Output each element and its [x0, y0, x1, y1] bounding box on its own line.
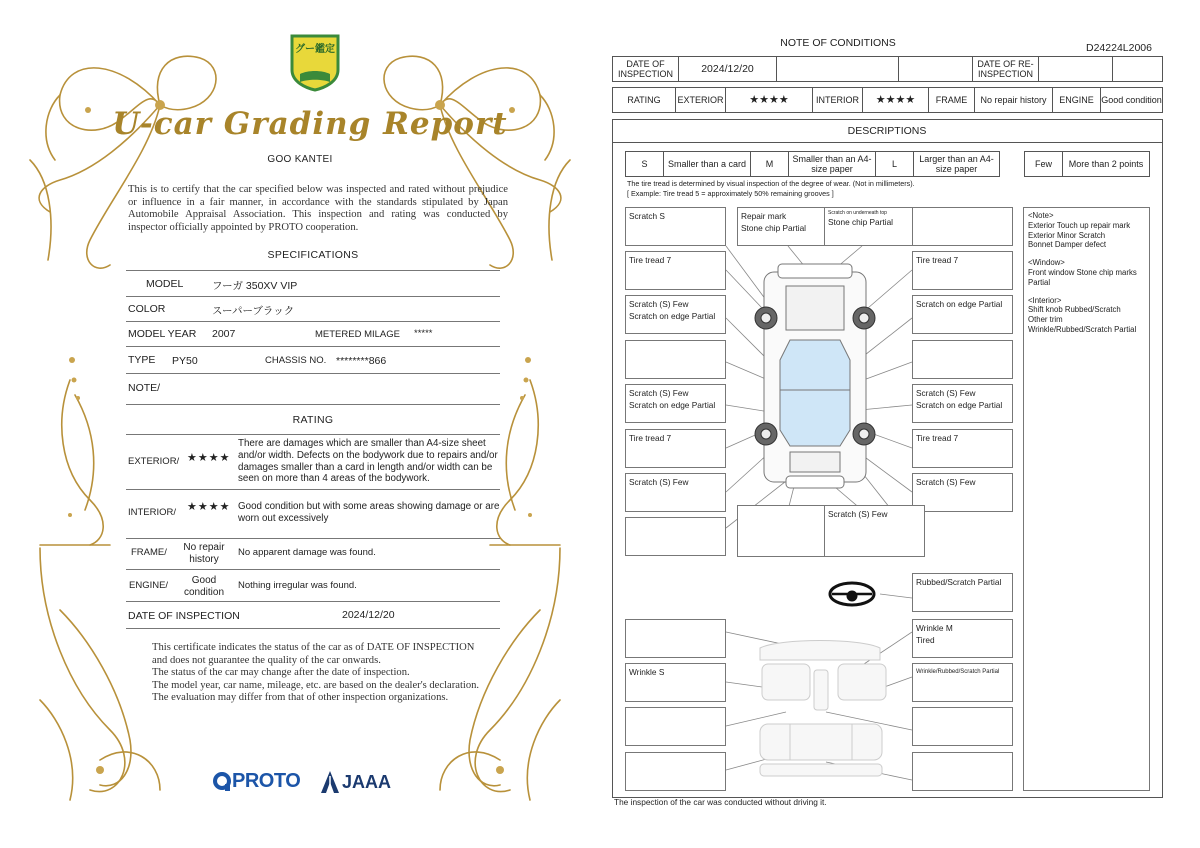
noc-title: NOTE OF CONDITIONS	[780, 37, 896, 49]
condition-text: Tire tread 7	[629, 433, 672, 443]
condition-text: Scratch (S) Few	[629, 477, 689, 487]
color-value: スーパーブラック	[212, 305, 295, 317]
condition-box	[912, 752, 1013, 791]
interior-line: Other trim	[1028, 315, 1063, 325]
condition-box	[912, 340, 1013, 379]
note-line: Exterior Touch up repair mark	[1028, 220, 1131, 230]
model-year-label: MODEL YEAR	[128, 328, 197, 340]
mileage-label: METERED MILAGE	[315, 329, 400, 340]
interior-view	[760, 641, 886, 777]
date-value: 2024/12/20	[701, 63, 754, 75]
condition-box	[625, 517, 726, 556]
inspection-date-label: DATE OF INSPECTION	[128, 610, 240, 622]
condition-box	[912, 473, 1013, 512]
color-label: COLOR	[128, 303, 166, 315]
footer-line: The model year, car name, mileage, etc. are based on the dealer's declaration.	[152, 679, 480, 691]
engine-label: ENGINE/	[129, 580, 169, 591]
legend-l-desc: Larger than an A4-size paper	[919, 154, 994, 174]
proto-logo: PROTO	[232, 770, 301, 792]
interior-description: Good condition but with some areas showing damage or are worn out excessively	[238, 501, 500, 524]
frame-description: No apparent damage was found.	[238, 547, 376, 558]
condition-text: Scratch (S) Few	[629, 299, 689, 309]
legend-m-label: M	[765, 159, 774, 169]
exterior-stars: ★★★★	[187, 452, 231, 464]
car-top-view	[764, 264, 866, 488]
condition-text: Scratch (S) Few	[916, 388, 976, 398]
condition-text: Stone chip Partial	[741, 223, 807, 233]
condition-box	[625, 251, 726, 290]
condition-small-text: Wrinkle/Rubbed/Scratch Partial	[916, 669, 1000, 675]
condition-box	[912, 619, 1013, 658]
condition-box	[625, 663, 726, 702]
interior-stars: ★★★★	[187, 501, 231, 513]
condition-box	[824, 207, 925, 246]
condition-box	[912, 207, 1013, 246]
chassis-label: CHASSIS NO.	[265, 355, 327, 366]
inspection-disclaimer: The inspection of the car was conducted without driving it.	[614, 797, 827, 807]
certificate-title: U-car Grading Report	[112, 106, 508, 142]
mileage-value: *****	[414, 328, 433, 339]
condition-text: Scratch (S) Few	[828, 509, 888, 519]
rating-heading: RATING	[292, 414, 334, 426]
condition-text: Wrinkle S	[629, 667, 665, 677]
note-heading: <Note>	[1028, 211, 1054, 220]
condition-text: Repair mark	[741, 211, 787, 221]
type-value: PY50	[172, 355, 198, 367]
legend-m-desc: Smaller than an A4-size paper	[792, 154, 872, 174]
condition-text: Tire tread 7	[916, 433, 959, 443]
condition-box	[625, 340, 726, 379]
condition-box	[625, 207, 726, 246]
descriptions-heading: DESCRIPTIONS	[847, 125, 927, 137]
legend-few-label: Few	[1034, 159, 1052, 169]
condition-text: Scratch on edge Partial	[629, 400, 716, 410]
condition-box	[625, 384, 726, 423]
condition-box	[912, 384, 1013, 423]
window-line: Front window Stone chip marks Partial	[1028, 267, 1137, 287]
condition-text: Scratch S	[629, 211, 665, 221]
note-line: Bonnet Damper defect	[1028, 240, 1107, 250]
exterior-description: There are damages which are smaller than A4-size sheet and/or width. Defects on the bodywork due to repairs and/or damages smaller than a card in length and/or width can be seen on more than 4 areas of the bodywork.	[238, 438, 498, 485]
condition-box	[625, 473, 726, 512]
chassis-value: ********866	[336, 355, 387, 367]
condition-box	[912, 429, 1013, 468]
frame-label: FRAME	[935, 95, 968, 105]
interior-line: Shift knob Rubbed/Scratch	[1028, 305, 1121, 315]
condition-box	[625, 429, 726, 468]
model-value: フーガ 350XV VIP	[212, 280, 298, 292]
legend-s-desc: Smaller than a card	[667, 159, 747, 169]
interior-label: INTERIOR/	[128, 507, 177, 518]
interior-line: Wrinkle/Rubbed/Scratch Partial	[1028, 324, 1137, 334]
condition-text: Rubbed/Scratch Partial	[916, 577, 1002, 587]
condition-box	[625, 707, 726, 746]
condition-box	[912, 251, 1013, 290]
inspection-date-value: 2024/12/20	[342, 609, 395, 621]
condition-text: Scratch on edge Partial	[629, 311, 716, 321]
frame-label: FRAME/	[131, 547, 167, 558]
exterior-stars: ★★★★	[749, 94, 789, 106]
interior-heading: <Interior>	[1028, 295, 1062, 305]
condition-box	[912, 295, 1013, 334]
condition-text: Scratch on edge Partial	[916, 400, 1003, 410]
exterior-label: EXTERIOR	[677, 95, 724, 105]
condition-text: Tired	[916, 635, 935, 645]
legend-few-desc: More than 2 points	[1068, 159, 1144, 169]
condition-small-text: Scratch on underneath top	[828, 210, 887, 216]
tire-note-line: The tire tread is determined by visual inspection of the degree of wear. (Not in millimeters).	[627, 179, 915, 188]
condition-box	[912, 707, 1013, 746]
condition-text: Scratch (S) Few	[629, 388, 689, 398]
interior-label: INTERIOR	[815, 95, 859, 105]
condition-text: Stone chip Partial	[828, 217, 894, 227]
document-id: D24224L2006	[1086, 42, 1152, 54]
condition-box	[625, 752, 726, 791]
reinspection-label: DATE OF RE-INSPECTION	[977, 59, 1034, 79]
condition-box	[824, 505, 925, 557]
certificate-subtitle: GOO KANTEI	[267, 154, 333, 165]
engine-label: ENGINE	[1059, 95, 1094, 105]
engine-description: Nothing irregular was found.	[238, 580, 357, 591]
condition-box	[912, 663, 1013, 702]
condition-text: Scratch (S) Few	[916, 477, 976, 487]
note-line: Exterior Minor Scratch	[1028, 230, 1106, 240]
condition-text: Scratch on edge Partial	[916, 299, 1003, 309]
type-label: TYPE	[128, 354, 156, 366]
legend-s-label: S	[641, 159, 648, 169]
specifications-heading: SPECIFICATIONS	[267, 249, 359, 261]
rating-label: RATING	[627, 95, 661, 105]
legend-l-label: L	[891, 159, 897, 169]
condition-box	[625, 619, 726, 658]
condition-text: Tire tread 7	[916, 255, 959, 265]
jaaa-logo: JAAA	[342, 772, 392, 792]
condition-box	[912, 573, 1013, 612]
badge-text: グー鑑定	[295, 44, 335, 55]
footer-line: The status of the car may change after the date of inspection.	[152, 667, 410, 679]
date-label: DATE OF INSPECTION	[617, 59, 673, 79]
certificate-intro: This is to certify that the car specified below was inspected and rated without prejudice or influence in a fair manner, in accordance with the standards stipulated by Japan Automobile Appraisal Association. This inspection and rating was conducted by inspector officially appointed by PROTO cooperation.	[128, 184, 508, 233]
condition-box	[737, 207, 838, 246]
condition-text: Wrinkle M	[916, 623, 953, 633]
exterior-label: EXTERIOR/	[128, 456, 180, 467]
steering-wheel-icon	[830, 583, 874, 605]
window-heading: <Window>	[1028, 258, 1065, 268]
engine-value: Good condition	[183, 575, 225, 598]
frame-value: No repair history	[183, 542, 225, 565]
tire-note-line: [ Example: Tire tread 5 = approximately 50% remaining grooves ]	[627, 188, 834, 198]
model-label: MODEL	[146, 278, 184, 290]
condition-text: Tire tread 7	[629, 255, 672, 265]
condition-box	[737, 505, 838, 557]
engine-value: Good condition	[1101, 95, 1162, 105]
interior-stars: ★★★★	[875, 94, 916, 106]
frame-value: No repair history	[980, 95, 1047, 105]
notes-panel	[1023, 207, 1150, 791]
footer-line: This certificate indicates the status of the car as of DATE OF INSPECTION and does not guarantee the quality of the car onwards.	[152, 642, 475, 666]
condition-box	[625, 295, 726, 334]
model-year-value: 2007	[212, 328, 236, 340]
note-label: NOTE/	[128, 382, 161, 394]
footer-line: The evaluation may differ from that of other inspection organizations.	[152, 692, 449, 704]
